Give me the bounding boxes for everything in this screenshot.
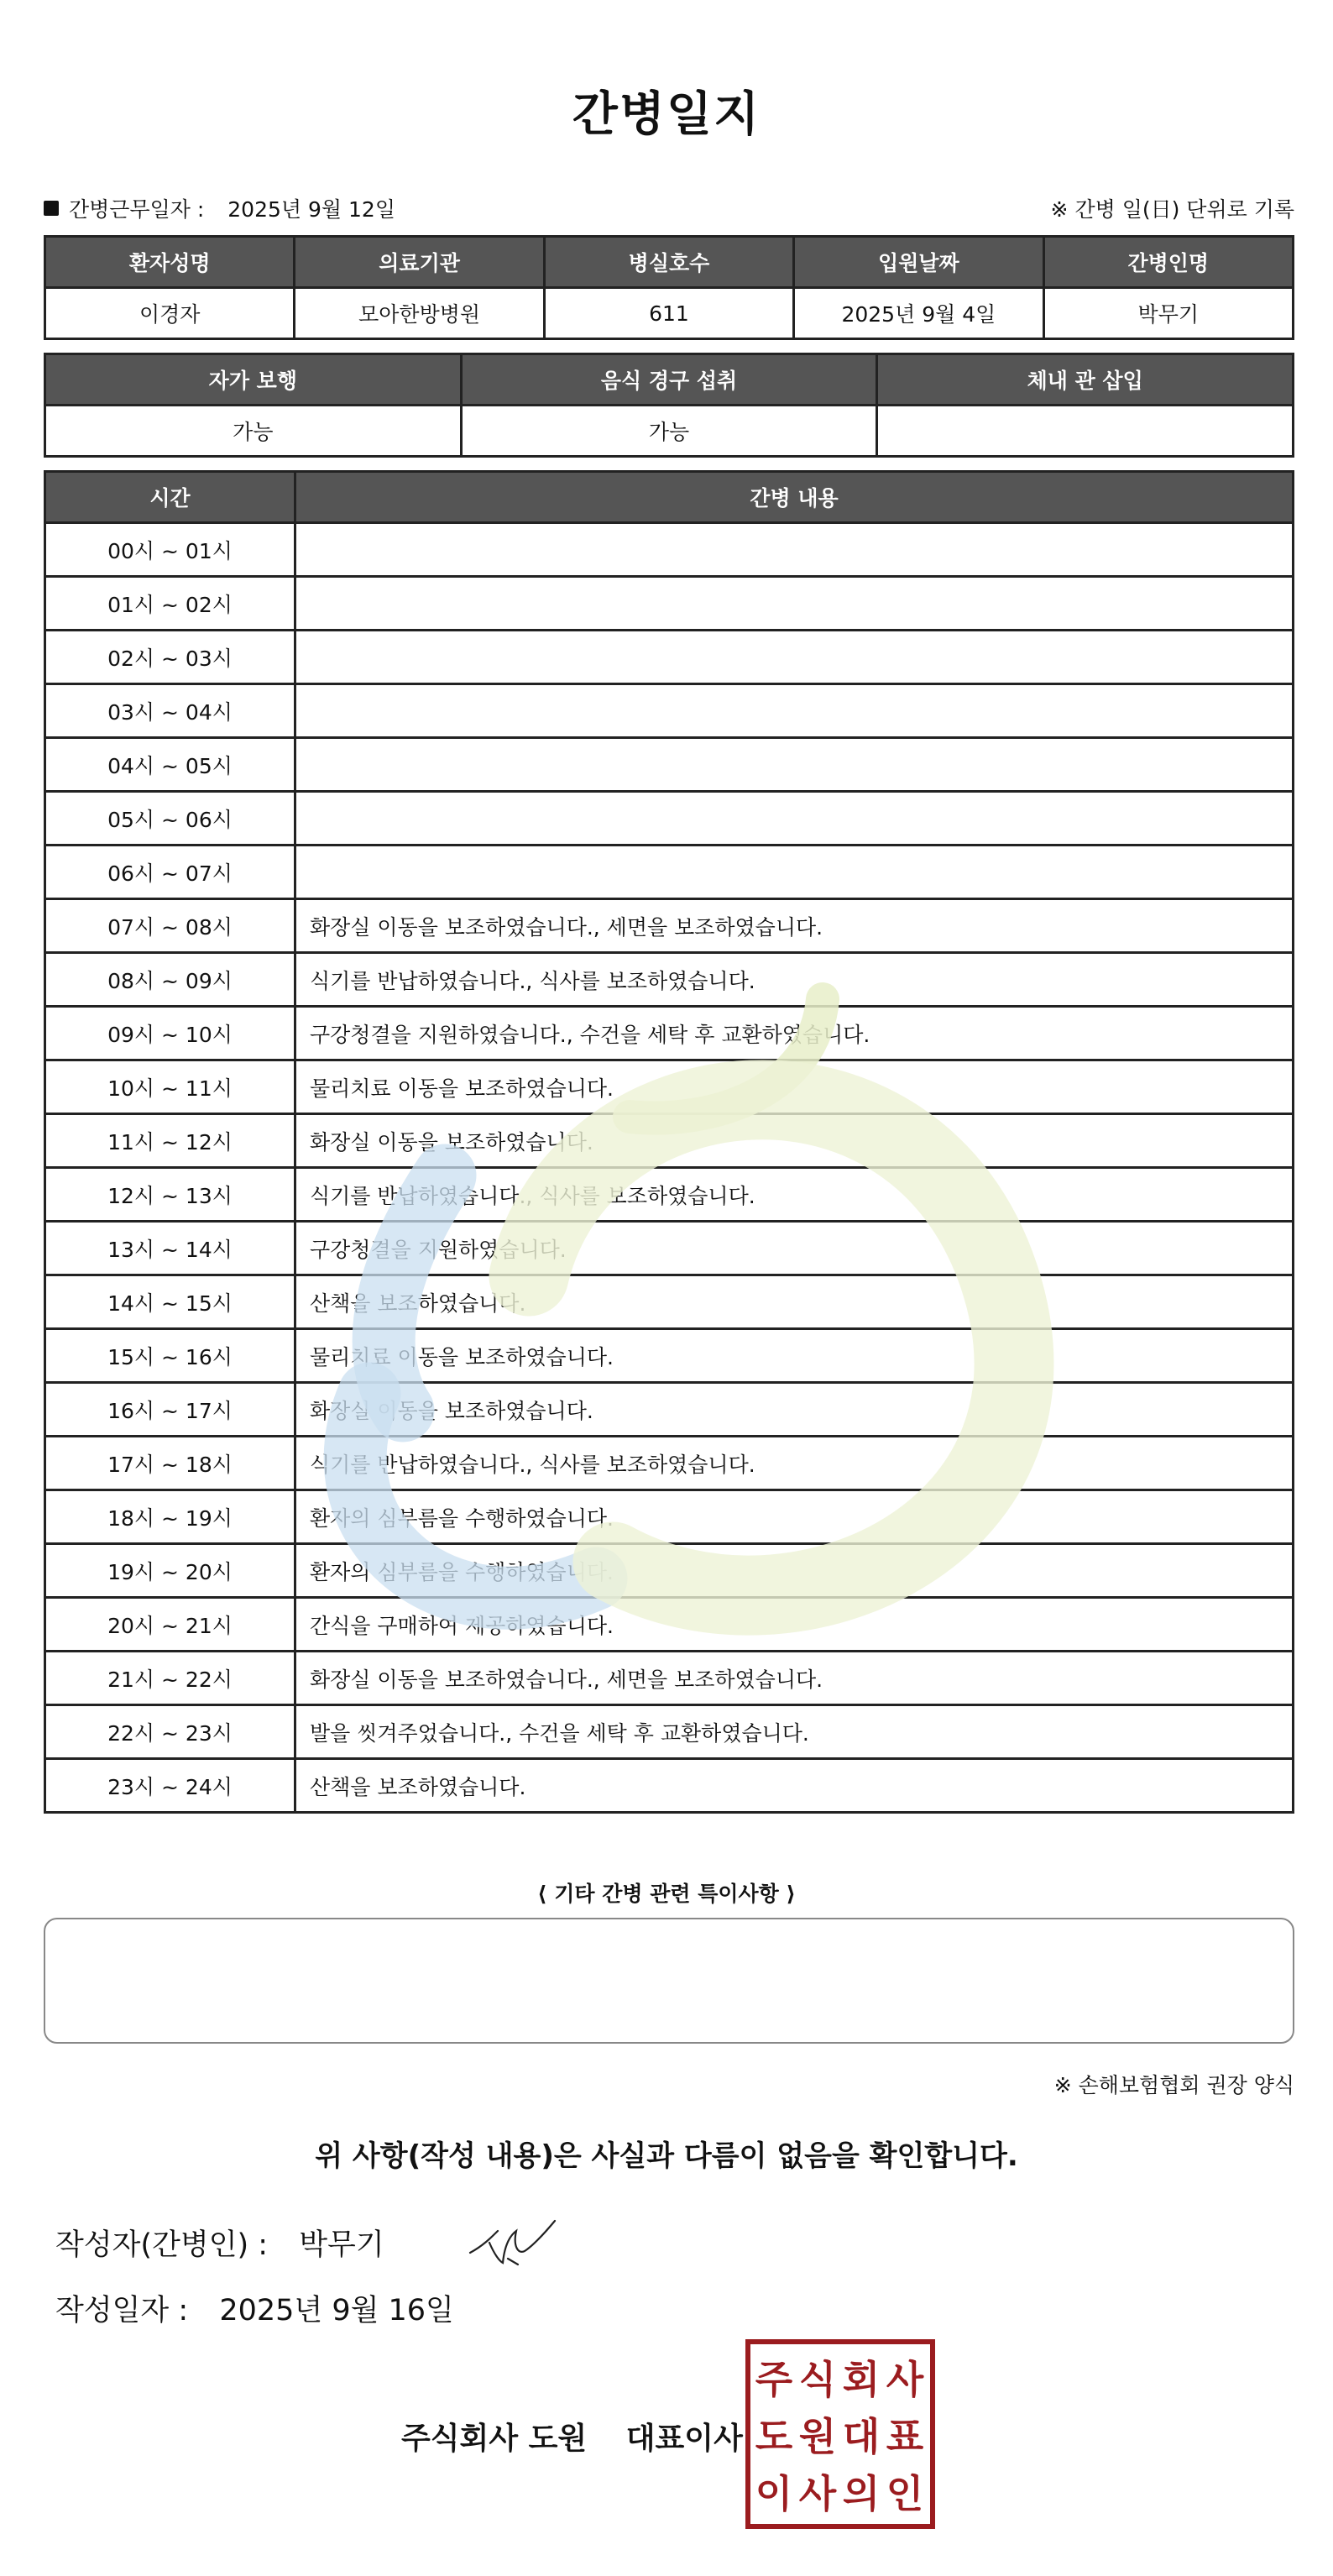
info-header: 입원날짜 (794, 237, 1043, 288)
log-content (295, 684, 1294, 738)
seal-glyph: 사 (798, 2471, 837, 2516)
log-time: 19시 ~ 20시 (45, 1544, 295, 1598)
log-content: 식기를 반납하였습니다., 식사를 보조하였습니다. (295, 1168, 1294, 1222)
square-bullet-icon (44, 201, 59, 216)
caregiver-name: 박무기 (1043, 288, 1293, 339)
log-content (295, 738, 1294, 792)
log-content: 환자의 심부름을 수행하였습니다. (295, 1490, 1294, 1544)
log-time: 05시 ~ 06시 (45, 792, 295, 846)
log-time: 13시 ~ 14시 (45, 1222, 295, 1275)
log-time: 01시 ~ 02시 (45, 577, 295, 631)
log-row (45, 738, 1294, 792)
log-time: 07시 ~ 08시 (45, 899, 295, 953)
company-seal-stamp (745, 2339, 935, 2529)
log-content (295, 846, 1294, 899)
log-row (45, 1060, 1294, 1114)
log-row (45, 1383, 1294, 1437)
log-content: 식기를 반납하였습니다., 식사를 보조하였습니다. (295, 953, 1294, 1007)
log-content: 물리치료 이동을 보조하였습니다. (295, 1329, 1294, 1383)
signature-icon (466, 2212, 558, 2271)
patient-name: 이경자 (45, 288, 295, 339)
info-header: 환자성명 (45, 237, 295, 288)
log-time: 21시 ~ 22시 (45, 1652, 295, 1705)
log-header-content: 간병 내용 (295, 472, 1294, 523)
seal-glyph: 인 (886, 2471, 924, 2516)
seal-glyph: 사 (886, 2357, 924, 2402)
log-time: 20시 ~ 21시 (45, 1598, 295, 1652)
work-date (44, 193, 395, 223)
log-content: 간식을 구매하여 제공하였습니다. (295, 1598, 1294, 1652)
log-row (45, 1007, 1294, 1060)
room-number: 611 (544, 288, 793, 339)
log-content: 물리치료 이동을 보조하였습니다. (295, 1060, 1294, 1114)
log-time: 00시 ~ 01시 (45, 523, 295, 577)
log-row (45, 1705, 1294, 1759)
log-row (45, 1114, 1294, 1168)
tube-insertion-status (877, 406, 1294, 457)
log-time: 12시 ~ 13시 (45, 1168, 295, 1222)
seal-glyph: 도 (755, 2414, 793, 2459)
log-time: 16시 ~ 17시 (45, 1383, 295, 1437)
seal-glyph: 주 (755, 2357, 793, 2402)
log-header-time: 시간 (45, 472, 295, 523)
log-time: 10시 ~ 11시 (45, 1060, 295, 1114)
log-content (295, 577, 1294, 631)
confirm-statement: 위 사항(작성 내용)은 사실과 다름이 없음을 확인합니다. (315, 2139, 1018, 2173)
walking-status: 가능 (45, 406, 462, 457)
oral-intake-status: 가능 (461, 406, 877, 457)
log-time: 08시 ~ 09시 (45, 953, 295, 1007)
writer-line (55, 2222, 384, 2264)
log-row (45, 1222, 1294, 1275)
unit-note: ※ 간병 일(日) 단위로 기록 (1050, 197, 1294, 222)
log-content: 식기를 반납하였습니다., 식사를 보조하였습니다. (295, 1437, 1294, 1490)
log-row (45, 1168, 1294, 1222)
log-content (295, 523, 1294, 577)
seal-glyph: 식 (798, 2357, 837, 2402)
log-content: 산책을 보조하였습니다. (295, 1759, 1294, 1813)
seal-glyph: 대 (842, 2414, 881, 2459)
log-content: 화장실 이동을 보조하였습니다. (295, 1114, 1294, 1168)
company-rep: 대표이사 (625, 2422, 743, 2456)
log-row (45, 899, 1294, 953)
log-row (45, 953, 1294, 1007)
log-row (45, 1652, 1294, 1705)
log-time: 04시 ~ 05시 (45, 738, 295, 792)
log-content: 화장실 이동을 보조하였습니다., 세면을 보조하였습니다. (295, 1652, 1294, 1705)
log-row (45, 1490, 1294, 1544)
log-time: 06시 ~ 07시 (45, 846, 295, 899)
patient-info-table (44, 235, 1294, 340)
log-row (45, 577, 1294, 631)
log-content (295, 631, 1294, 684)
status-header: 자가 보행 (45, 354, 462, 406)
log-row (45, 631, 1294, 684)
log-content: 환자의 심부름을 수행하였습니다. (295, 1544, 1294, 1598)
log-time: 14시 ~ 15시 (45, 1275, 295, 1329)
writer-label: 작성자(간병인) : (55, 2228, 269, 2262)
log-row (45, 1759, 1294, 1813)
log-content: 구강청결을 지원하였습니다., 수건을 세탁 후 교환하였습니다. (295, 1007, 1294, 1060)
work-date-value: 2025년 9월 12일 (227, 197, 395, 222)
seal-glyph: 이 (755, 2471, 793, 2516)
log-row (45, 846, 1294, 899)
log-time: 18시 ~ 19시 (45, 1490, 295, 1544)
company-line (401, 2415, 743, 2458)
other-notes-box (44, 1918, 1294, 2044)
info-header: 간병인명 (1043, 237, 1293, 288)
other-notes-title: ⟨ 기타 간병 관련 특이사항 ⟩ (537, 1882, 796, 1906)
log-content (295, 792, 1294, 846)
write-date-label: 작성일자 : (55, 2294, 189, 2327)
log-content: 발을 씻겨주었습니다., 수건을 세탁 후 교환하였습니다. (295, 1705, 1294, 1759)
info-header: 병실호수 (544, 237, 793, 288)
info-header: 의료기관 (295, 237, 544, 288)
log-content: 화장실 이동을 보조하였습니다., 세면을 보조하였습니다. (295, 899, 1294, 953)
log-time: 09시 ~ 10시 (45, 1007, 295, 1060)
write-date-value: 2025년 9월 16일 (219, 2294, 454, 2327)
company-name: 주식회사 도원 (401, 2422, 588, 2456)
work-date-label: 간병근무일자 : (69, 197, 205, 222)
document-title: 간병일지 (572, 87, 761, 142)
log-time: 23시 ~ 24시 (45, 1759, 295, 1813)
log-time: 22시 ~ 23시 (45, 1705, 295, 1759)
log-row (45, 684, 1294, 738)
log-time: 11시 ~ 12시 (45, 1114, 295, 1168)
seal-glyph: 표 (886, 2414, 924, 2459)
log-content: 구강청결을 지원하였습니다. (295, 1222, 1294, 1275)
log-time: 02시 ~ 03시 (45, 631, 295, 684)
log-row (45, 792, 1294, 846)
seal-glyph: 원 (798, 2414, 837, 2459)
log-row (45, 1544, 1294, 1598)
admission-date: 2025년 9월 4일 (794, 288, 1043, 339)
care-log-table (44, 470, 1294, 1814)
log-content: 화장실 이동을 보조하였습니다. (295, 1383, 1294, 1437)
seal-glyph: 회 (842, 2357, 881, 2402)
hospital-name: 모아한방병원 (295, 288, 544, 339)
status-header: 체내 관 삽입 (877, 354, 1294, 406)
log-row (45, 523, 1294, 577)
log-time: 03시 ~ 04시 (45, 684, 295, 738)
seal-glyph: 의 (842, 2471, 881, 2516)
writer-name: 박무기 (299, 2228, 384, 2262)
write-date-line (55, 2287, 454, 2329)
log-row (45, 1329, 1294, 1383)
log-row (45, 1437, 1294, 1490)
recommend-note: ※ 손해보험협회 권장 양식 (1053, 2073, 1294, 2097)
log-row (45, 1598, 1294, 1652)
log-time: 17시 ~ 18시 (45, 1437, 295, 1490)
log-content: 산책을 보조하였습니다. (295, 1275, 1294, 1329)
log-row (45, 1275, 1294, 1329)
patient-status-table (44, 353, 1294, 458)
log-time: 15시 ~ 16시 (45, 1329, 295, 1383)
status-header: 음식 경구 섭취 (461, 354, 877, 406)
